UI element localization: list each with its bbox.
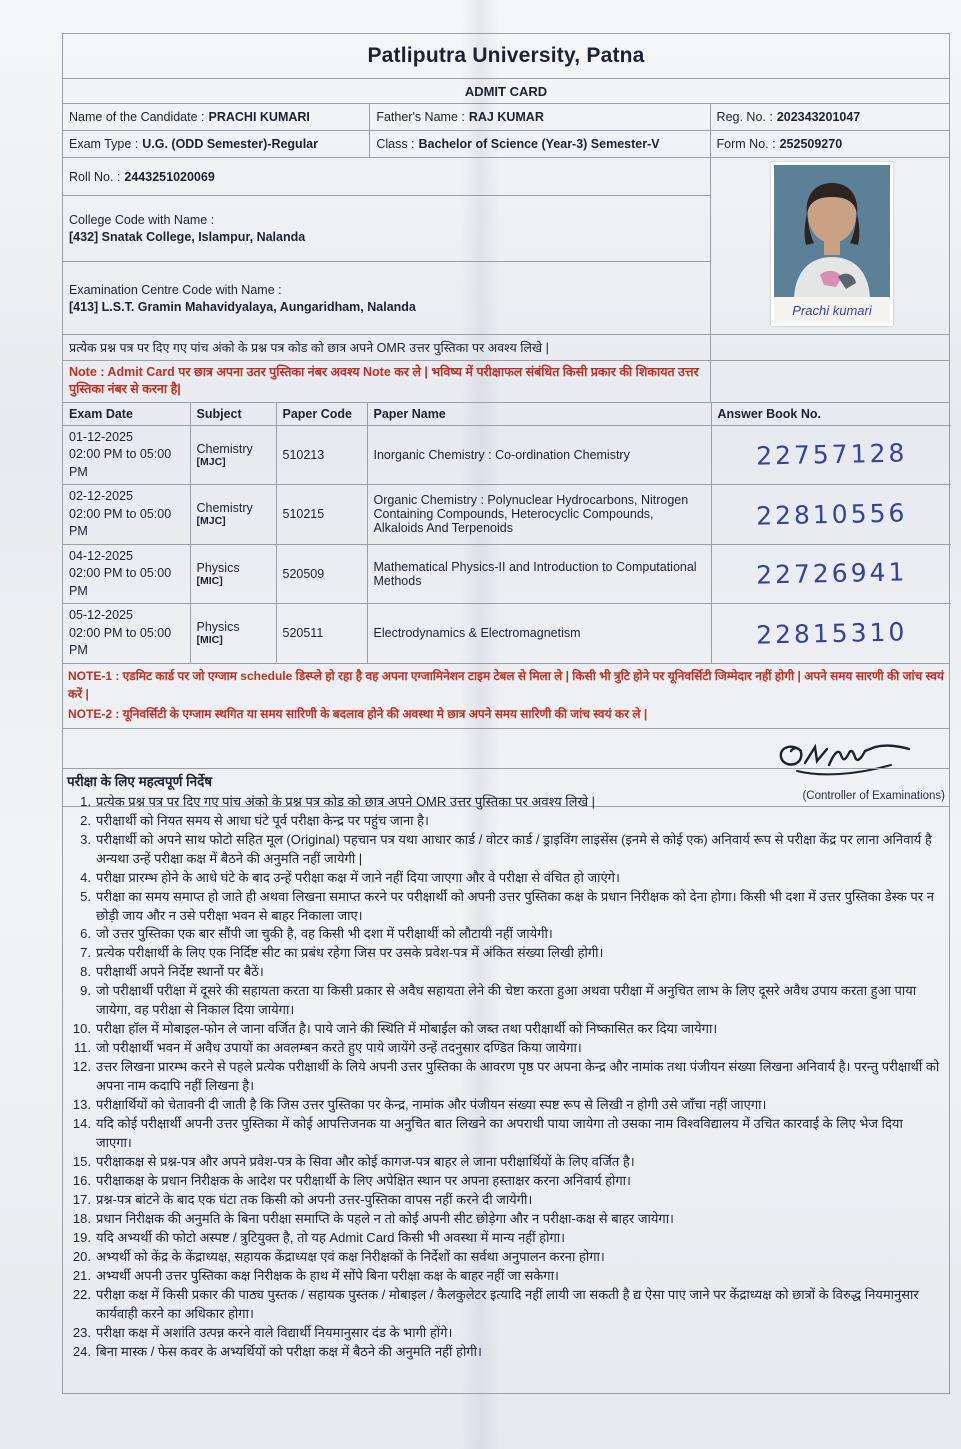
college-value: [432] Snatak College, Islampur, Nalanda xyxy=(69,230,306,244)
instruction-text: जो उत्तर पुस्तिका एक बार सौंपी जा चुकी है, वह किसी भी दशा में परीक्षार्थी को लौटायी नहीं जायेगी। xyxy=(96,926,553,942)
exam-date-value: 04-12-2025 xyxy=(69,548,133,563)
subject-type-value: [MIC] xyxy=(196,634,223,647)
instruction-text: प्रत्येक परीक्षार्थी के लिए एक निर्दिष्ट सीट का प्रबंध रहेगा जिस पर उसके प्रवेश-पत्र में अंकित संख्या लिखी होगी। xyxy=(96,945,604,961)
instruction-text: परीक्षाकक्ष के प्रधान निरीक्षक के आदेश पर परीक्षार्थी के लिए अपेक्षित स्थान पर अपना हस्ताक्षर करना अनिवार्य होगा। xyxy=(96,1173,631,1189)
candidate-info-row-1 xyxy=(63,103,949,130)
instruction-number: 1. xyxy=(80,793,91,809)
subject-type-value: [MJC] xyxy=(196,515,226,528)
instruction-number: 14. xyxy=(72,1116,91,1132)
instruction-item xyxy=(67,925,941,944)
instruction-number: 3. xyxy=(80,831,91,847)
instruction-text: परीक्षा कक्ष में अशांति उत्पन्न करने वाले विद्यार्थी नियमानुसार दंड के भागी होंगे। xyxy=(96,1324,453,1340)
candidate-info-row-2 xyxy=(63,130,949,157)
university-name: Patliputra University, Patna xyxy=(367,44,645,67)
paper-name-cell xyxy=(367,544,711,604)
paper-code-value: 510213 xyxy=(282,447,325,462)
exam-table-header-row xyxy=(63,403,951,425)
answer-book-note-text: Note : Admit Card पर छात्र अपना उतर पुस्तिका नंबर अवश्य Note कर ले | भविष्य में परीक्षाफल संबंधित किसी प्रकार की शिकायत उत्तर पुस्तिका नंबर से करना है| xyxy=(69,365,699,396)
instruction-text: परीक्षाकक्ष से प्रश्न-पत्र और अपने प्रवेश-पत्र के सिवा और कोई कागज-पत्र बाहर ले जाना परीक्षार्थियों के लिए वर्जित है। xyxy=(96,1154,635,1170)
candidate-name-value: PRACHI KUMARI xyxy=(208,110,310,124)
instruction-text: जो परीक्षार्थी परीक्षा में दूसरे की सहायता करता या किसी प्रकार से अवैध सहायता लेने की चेष्टा करता हुआ अथवा परीक्षा में अनुचित लाभ के लिए दूसरे अवैध उपाय करता हुआ पाया जायेगा, वह परीक्षा से निकाल दिया जायेगा। xyxy=(96,983,917,1018)
exam-date-cell xyxy=(63,485,190,545)
form-no-value: 252509270 xyxy=(779,137,843,151)
instruction-text: परीक्षार्थियों को चेतावनी दी जाती है कि जिस उत्तर पुस्तिका पर केन्द्र, नामांक और पंजीयन संख्या स्पष्ट रूप से लिखी न होगी उसे जाँचा नहीं जाएगा। xyxy=(96,1097,767,1113)
paper-code-cell xyxy=(276,425,367,485)
answer-book-header: Answer Book No. xyxy=(711,403,951,425)
subject-cell xyxy=(190,425,276,485)
paper-name-cell xyxy=(367,485,711,545)
instruction-item xyxy=(67,1096,941,1115)
candidate-name-label: Name of the Candidate : xyxy=(69,110,205,124)
admit-card-title-row xyxy=(63,78,949,103)
class-value: Bachelor of Science (Year-3) Semester-V xyxy=(418,137,660,151)
instruction-text: प्रधान निरीक्षक की अनुमति के बिना परीक्षा समाप्ति के पहले न तो कोई अपनी सीट छोड़ेगा और न परीक्षा-कक्ष से बाहर जायेगा। xyxy=(96,1211,674,1227)
instruction-number: 8. xyxy=(80,964,91,980)
exam-row xyxy=(63,425,951,485)
instruction-text: प्रश्न-पत्र बांटने के बाद एक घंटा तक किसी को अपनी उत्तर-पुस्तिका वापस नहीं करने दी जायेगी। xyxy=(96,1192,533,1208)
photo-cell xyxy=(710,158,949,334)
instruction-item xyxy=(67,1343,941,1362)
exam-type-cell xyxy=(63,131,369,157)
instructions-box xyxy=(62,768,950,1394)
answer-book-cell xyxy=(711,485,951,545)
instruction-text: परीक्षा का समय समाप्त हो जाते ही अथवा लिखना समाप्त करने पर परीक्षार्थी को अपनी उत्तर पुस्तिका कक्ष के प्रधान निरीक्षक को देना होगा। किसी भी दशा में उत्तर पुस्तिका डेस्क पर न छोड़ी जाय और न उसे परीक्षा भवन से बाहर निकाला जाए। xyxy=(96,888,934,923)
instructions-heading: परीक्षा के लिए महत्वपूर्ण निर्देष xyxy=(67,774,213,789)
paper-code-cell xyxy=(276,604,367,663)
instruction-number: 6. xyxy=(80,926,91,942)
instruction-text: परीक्षार्थी अपने निर्देष्ट स्थानों पर बैठें। xyxy=(96,964,264,980)
instruction-item xyxy=(67,1115,941,1153)
instruction-text: परीक्षा प्रारम्भ होने के आधे घंटे के बाद उन्हें परीक्षा कक्ष में जाने नहीं दिया जाएगा और वे परीक्षा से वंचित हो जाएंगे। xyxy=(96,869,620,885)
instruction-number: 22. xyxy=(72,1286,91,1302)
instruction-number: 15. xyxy=(72,1154,91,1170)
class-cell xyxy=(369,131,709,157)
paper-name-cell xyxy=(367,425,711,485)
instruction-number: 13. xyxy=(72,1097,91,1113)
controller-signature-label: (Controller of Examinations) xyxy=(802,789,945,802)
exam-time-value: 02:00 PM to 05:00 PM xyxy=(69,625,172,657)
instruction-item xyxy=(67,888,941,926)
paper-code-value: 510215 xyxy=(282,507,325,522)
instruction-number: 5. xyxy=(80,888,91,904)
instruction-item xyxy=(67,1020,941,1039)
exam-type-value: U.G. (ODD Semester)-Regular xyxy=(142,137,318,151)
college-row xyxy=(63,195,710,261)
exam-centre-label: Examination Centre Code with Name : xyxy=(69,282,282,297)
instruction-text: यदि अभ्यर्थी की फोटो अस्पष्ट / त्रुटियुक्त है, तो यह Admit Card किसी भी अवस्था में मान्य नहीं होगा। xyxy=(96,1229,566,1245)
instruction-item xyxy=(67,1172,941,1191)
instruction-item xyxy=(67,1286,941,1324)
footer-notes-section xyxy=(63,663,949,728)
form-no-cell xyxy=(710,131,949,157)
exam-date-cell xyxy=(63,425,190,485)
exam-schedule-table xyxy=(63,403,951,663)
instruction-text: परीक्षा कक्ष में किसी प्रकार की पाठ्य पुस्तक / सहायक पुस्तक / मोबाइल / कैलकुलेटर इत्यादि नहीं लायी जा सकती है द्य ऐसा पाए जाने पर केंद्राध्यक्ष को छात्रों के विरुद्ध नियमानुसार कार्यवाही करने का अधिकार होगा। xyxy=(96,1286,919,1321)
card-header xyxy=(63,34,949,78)
exam-time-value: 02:00 PM to 05:00 PM xyxy=(69,566,172,598)
exam-row xyxy=(63,544,951,604)
father-name-label: Father's Name : xyxy=(376,110,465,124)
father-name-cell xyxy=(369,104,709,130)
paper-name-value: Organic Chemistry : Polynuclear Hydrocarbons, Nitrogen Containing Compounds, Heterocyclic Compounds, Alkaloids And Terpenoids xyxy=(373,493,689,536)
paper-code-header: Paper Code xyxy=(276,403,367,425)
omr-instruction-text: प्रत्येक प्रश्न पत्र पर दिए गए पांच अंको के प्रश्न पत्र कोड को छात्र अपने OMR उत्तर पुस्तिका पर अवश्य लिखे | xyxy=(69,341,549,355)
instruction-item xyxy=(67,793,941,812)
candidate-photo xyxy=(771,162,893,326)
exam-type-label: Exam Type : xyxy=(69,137,139,151)
exam-date-value: 05-12-2025 xyxy=(69,608,133,622)
class-label: Class : xyxy=(376,137,415,151)
candidate-name-cell xyxy=(63,104,369,130)
college-label: College Code with Name : xyxy=(69,213,215,227)
omr-row-empty-cell xyxy=(710,335,949,360)
instruction-item xyxy=(67,1210,941,1229)
subject-cell xyxy=(190,485,276,545)
instruction-number: 11. xyxy=(73,1040,91,1056)
instruction-text: परीक्षार्थी को अपने साथ फोटो सहित मूल (Original) पहचान पत्र यथा आधार कार्ड / वोटर कार्ड / ड्राइविंग लाइसेंस (इनमे से कोई एक) अनिवार्य रूप से परीक्षा केंद्र पर लाना अनिवार्य है अन्यथा उन्हें परीक्षा कक्ष में बैठने की अनुमति नहीं जायेगी | xyxy=(96,831,932,866)
portrait-photo-graphic xyxy=(774,165,890,323)
answer-book-number-handwritten: 22810556 xyxy=(755,498,908,531)
subject-header: Subject xyxy=(190,403,276,425)
instruction-item xyxy=(67,1191,941,1210)
instructions-list xyxy=(67,793,941,1362)
answer-book-number-handwritten: 22757128 xyxy=(755,438,908,471)
instruction-text: यदि कोई परीक्षार्थी अपनी उत्तर पुस्तिका में कोई आपत्तिजनक या अनुचित बात लिखने का अपराधी पाया जायेगा तो उसका नाम विश्वविद्यालय में उचित कारवाई के लिए भेज दिया जाएगा। xyxy=(96,1116,903,1151)
subject-value: Physics xyxy=(196,620,240,635)
instruction-number: 10. xyxy=(72,1021,91,1037)
exam-centre-row xyxy=(63,261,710,334)
instruction-text: प्रत्येक प्रश्न पत्र पर दिए गए पांच अंको के प्रश्न पत्र कोड को छात्र अपने OMR उत्तर पुस्तिका पर अवश्य लिखे | xyxy=(96,793,596,809)
instruction-text: परीक्षार्थी को नियत समय से आधा घंटे पूर्व परीक्षा केन्द्र पर पहुंच जाना है। xyxy=(96,812,429,828)
admit-card-title: ADMIT CARD xyxy=(464,83,548,99)
instruction-number: 21. xyxy=(72,1267,91,1283)
instruction-number: 12. xyxy=(72,1059,91,1075)
subject-cell xyxy=(190,544,276,604)
instruction-item xyxy=(67,831,941,869)
instruction-item xyxy=(67,1248,941,1267)
instruction-text: जो परीक्षार्थी भवन में अवैध उपायों का अवलम्बन करते हुए पाये जायेंगे उन्हें तदनुसार दण्डित किया जायेगा। xyxy=(96,1040,582,1056)
instruction-number: 7. xyxy=(80,945,91,961)
answer-book-number-handwritten: 22726941 xyxy=(755,557,908,590)
answer-book-cell xyxy=(711,425,951,485)
admit-note-empty-cell xyxy=(710,361,949,402)
paper-code-cell xyxy=(276,485,367,545)
paper-name-cell xyxy=(367,604,711,663)
roll-no-value: 2443251020069 xyxy=(124,169,215,184)
answer-book-cell xyxy=(711,604,951,663)
subject-value: Chemistry xyxy=(196,441,253,456)
admit-note-row xyxy=(63,360,949,402)
instruction-item xyxy=(67,812,941,831)
reg-no-cell xyxy=(710,104,949,130)
answer-book-number-handwritten: 22815310 xyxy=(755,617,908,650)
omr-note-row xyxy=(63,334,949,360)
exam-date-value: 02-12-2025 xyxy=(69,489,133,503)
instruction-item xyxy=(67,1229,941,1248)
instruction-text: परीक्षा हॉल में मोबाइल-फोन ले जाना वर्जित है। पाये जाने की स्थिति में मोबाईल को जब्त तथा परीक्षार्थी को निष्कासित कर दिया जायेगा। xyxy=(96,1021,718,1037)
subject-value: Chemistry xyxy=(196,501,253,516)
instruction-item xyxy=(67,1267,941,1286)
subject-value: Physics xyxy=(196,560,240,575)
father-name-value: RAJ KUMAR xyxy=(468,110,544,124)
exam-row xyxy=(63,485,951,545)
paper-code-value: 520511 xyxy=(282,626,324,641)
exam-centre-value: [413] L.S.T. Gramin Mahavidyalaya, Aungaridham, Nalanda xyxy=(69,299,416,314)
instruction-number: 18. xyxy=(72,1211,91,1227)
instruction-item xyxy=(67,982,941,1020)
subject-type-value: [MJC] xyxy=(196,455,226,468)
photo-caption-svg-text: Prachi kumari xyxy=(791,303,872,318)
instruction-number: 20. xyxy=(72,1248,91,1264)
instruction-number: 17. xyxy=(72,1192,91,1208)
instruction-item xyxy=(67,1153,941,1172)
instruction-number: 23. xyxy=(72,1324,91,1340)
instruction-item xyxy=(67,869,941,888)
exam-date-cell xyxy=(63,604,190,663)
exam-date-cell xyxy=(63,544,190,604)
instruction-number: 2. xyxy=(80,812,91,828)
roll-no-label: Roll No. : xyxy=(69,169,121,184)
paper-name-value: Electrodynamics & Electromagnetism xyxy=(373,626,581,641)
instruction-text: अभ्यर्थी को केंद्र के केंद्राध्यक्ष, सहायक केंद्राध्यक्ष एवं कक्ष निरीक्षकों के निर्देशों का सर्वथा अनुपालन करना होगा। xyxy=(96,1248,605,1264)
reg-no-value: 202343201047 xyxy=(776,110,861,124)
instruction-number: 24. xyxy=(72,1343,91,1359)
instruction-item xyxy=(67,1324,941,1343)
exam-date-value: 01-12-2025 xyxy=(69,429,133,444)
instruction-item xyxy=(67,1058,941,1096)
exam-row xyxy=(63,604,951,663)
paper-code-value: 520509 xyxy=(282,566,325,581)
instruction-number: 9. xyxy=(80,983,91,999)
form-no-label: Form No. : xyxy=(716,137,776,151)
exam-time-value: 02:00 PM to 05:00 PM xyxy=(69,506,172,538)
instruction-text: अभ्यर्थी अपनी उत्तर पुस्तिका कक्ष निरीक्षक के हाथ में सोंपे बिना परीक्षा कक्ष के बाहर नहीं जा सकेगा। xyxy=(96,1267,559,1283)
exam-table-body xyxy=(63,425,951,663)
instruction-number: 16. xyxy=(72,1173,91,1189)
roll-no-row xyxy=(63,158,710,195)
exam-date-header: Exam Date xyxy=(63,403,190,425)
answer-book-cell xyxy=(711,544,951,604)
paper-name-value: Mathematical Physics-II and Introduction to Computational Methods xyxy=(373,559,697,588)
instruction-item xyxy=(67,963,941,982)
candidate-detail-section xyxy=(63,157,949,334)
exam-time-value: 02:00 PM to 05:00 PM xyxy=(69,447,172,479)
instruction-text: बिना मास्क / फेस कवर के अभ्यर्थियों को परीक्षा कक्ष में बैठने की अनुमति नहीं होगी। xyxy=(96,1343,482,1359)
instruction-text: उत्तर लिखना प्रारम्भ करने से पहले प्रत्येक परीक्षार्थी के लिये अपनी उत्तर पुस्तिका के आवरण पृष्ठ पर अपना केन्द्र और नामांक तथा पंजीयन संख्या लिखना अनिवार्य है। परन्तु परीक्षार्थी को अपना नाम कदापि नहीं लिखना है। xyxy=(96,1059,940,1094)
note-1: NOTE-1 : एडमिट कार्ड पर जो एग्जाम schedule डिस्प्ले हो रहा है वह अपना एग्जामिनेशन टाइम टेबल से मिला ले | किसी भी त्रुटि होने पर यूनिवर्सिटी जिम्मेदार नहीं होगी | अपने समय सारणी की जांच स्वयं करें | xyxy=(68,668,944,701)
reg-no-label: Reg. No. : xyxy=(716,110,773,124)
paper-name-header: Paper Name xyxy=(367,403,711,425)
subject-cell xyxy=(190,604,276,663)
instruction-number: 4. xyxy=(80,869,91,885)
instruction-item xyxy=(67,944,941,963)
instruction-number: 19. xyxy=(72,1229,91,1245)
exam-schedule-section xyxy=(63,402,949,663)
instruction-item xyxy=(67,1039,941,1058)
subject-type-value: [MIC] xyxy=(196,574,223,587)
paper-code-cell xyxy=(276,544,367,604)
admit-card xyxy=(62,33,950,807)
paper-name-value: Inorganic Chemistry : Co-ordination Chemistry xyxy=(373,447,630,462)
note-2: NOTE-2 : यूनिवर्सिटी के एग्जाम स्थगित या समय सारिणी के बदलाव होने की अवस्था मे छात्र अपने समय सारिणी की जांच स्वयं कर ले | xyxy=(68,706,648,721)
